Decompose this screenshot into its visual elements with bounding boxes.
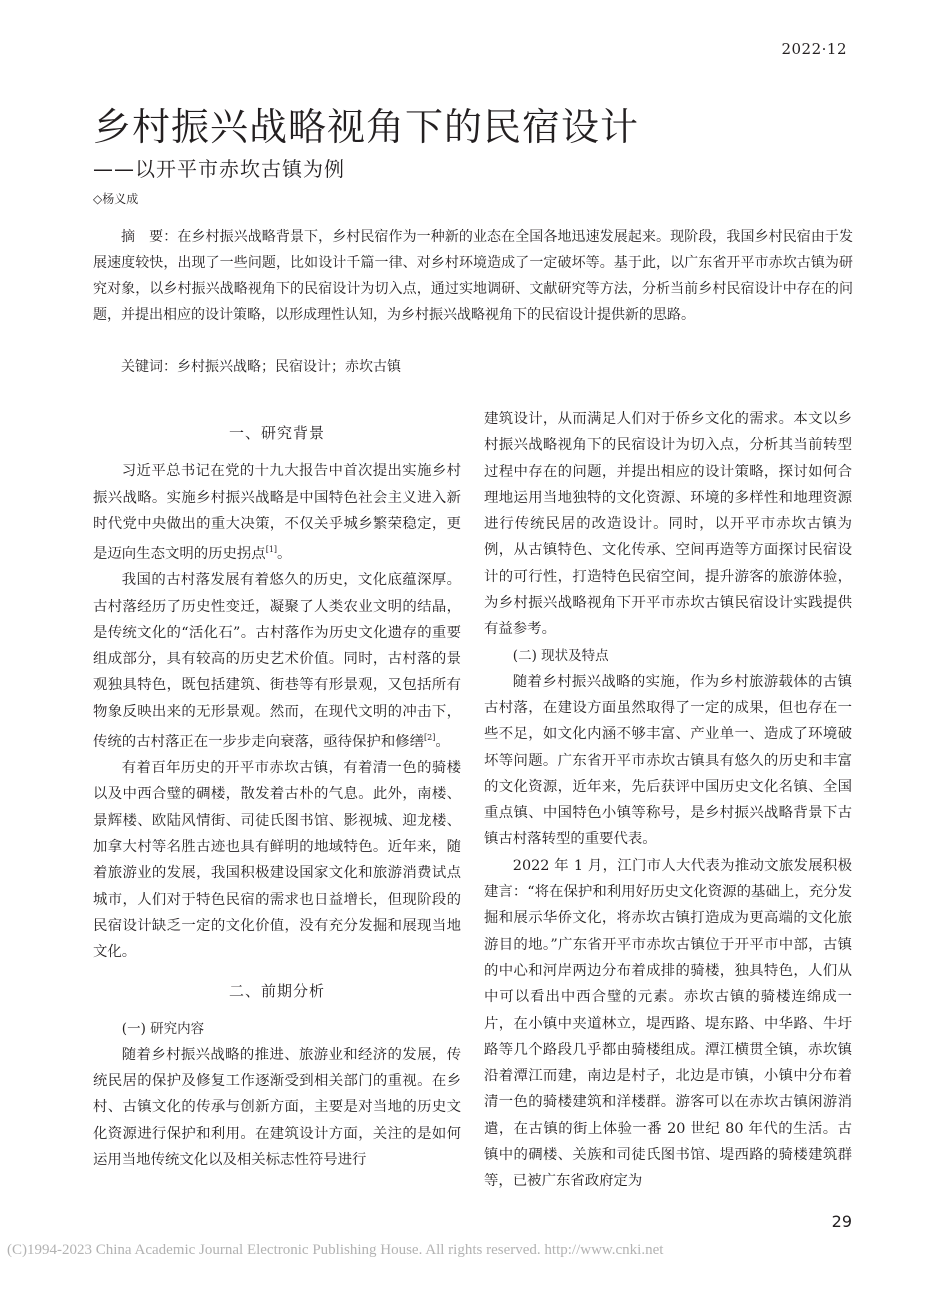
- subsection-heading: (二) 现状及特点: [512, 647, 609, 664]
- paragraph: [93, 458, 461, 567]
- paragraph: 随着乡村振兴战略的推进、旅游业和经济的发展，传统民居的保护及修复工作逐渐受到相关部门的重视。在乡村、古镇文化的传承与创新方面，主要是对当地的历史文化资源进行保护和利用。在建筑设计方面，关注的是如何运用当地传统文化以及相关标志性符号进行: [93, 1046, 461, 1169]
- paragraph: 有着百年历史的开平市赤坎古镇，有着清一色的骑楼以及中西合璧的碉楼，散发着古朴的气息。此外，南楼、景辉楼、欧陆风情街、司徒氏图书馆、影视城、迎龙楼、加拿大村等名胜古迹也具有鲜明的地域特色。近年来，随着旅游业的发展，我国积极建设国家文化和旅游消费试点城市，人们对于特色民宿的需求也日益增长，但现阶段的民宿设计缺乏一定的文化价值，没有充分发掘和展现当地文化。: [93, 760, 461, 961]
- abstract-text: 在乡村振兴战略背景下，乡村民宿作为一种新的业态在全国各地迅速发展起来。现阶段，我国乡村民宿由于发展速度较快，出现了一些问题，比如设计千篇一律、对乡村环境造成了一定破坏等。基于此，以广东省开平市赤坎古镇为研究对象，以乡村振兴战略视角下的民宿设计为切入点，通过实地调研、文献研究等方法，分析当前乡村民宿设计中存在的问题，并提出相应的设计策略，以形成理性认知，为乡村振兴战略视角下的民宿设计提供新的思路。: [93, 229, 854, 323]
- keywords-label: 关键词：: [121, 359, 177, 375]
- page-number: 29: [831, 1212, 852, 1231]
- section-heading-analysis: 二、前期分析: [228, 981, 325, 1000]
- paragraph-end: 。: [435, 733, 450, 750]
- paragraph-text: 习近平总书记在党的十九大报告中首次提出实施乡村振兴战略。实施乡村振兴战略是中国特色社会主义进入新时代党中央做出的重大决策，不仅关乎城乡繁荣稳定，更是迈向生态文明的历史拐点: [93, 463, 461, 562]
- left-column: [93, 406, 461, 1173]
- paragraph: 建筑设计，从而满足人们对于侨乡文化的需求。本文以乡村振兴战略视角下的民宿设计为切入点，分析其当前转型过程中存在的问题，并提出相应的设计策略，探讨如何合理地运用当地独特的文化资源、环境的多样性和地理资源进行传统民居的改造设计。同时，以开平市赤坎古镇为例，从古镇特色、文化传承、空间再造等方面探讨民宿设计的可行性，打造特色民宿空间，提升游客的旅游体验，为乡村振兴战略视角下开平市赤坎古镇民宿设计实践提供有益参考。: [484, 411, 852, 638]
- keywords: [93, 356, 853, 376]
- article-title: 乡村振兴战略视角下的民宿设计: [93, 105, 640, 149]
- subsection-heading: (一) 研究内容: [121, 1020, 205, 1037]
- abstract-label: 摘 要：: [121, 229, 178, 245]
- article-subtitle: ——以开平市赤坎古镇为例: [93, 157, 345, 181]
- citation-ref: [1]: [265, 545, 278, 555]
- section-heading-background: 一、研究背景: [228, 424, 325, 442]
- paragraph-text: 我国的古村落发展有着悠久的历史，文化底蕴深厚。古村落经历了历史性变迁，凝聚了人类农业文明的结晶，是传统文化的“活化石”。古村落作为历史文化遗存的重要组成部分，具有较高的历史艺术价值。同时，古村落的景观独具特色，既包括建筑、街巷等有形景观，又包括所有物象反映出来的无形景观。然而，在现代文明的冲击下，传统的古村落正在一步步走向衰落，亟待保护和修缮: [93, 572, 461, 750]
- paragraph-end: 。: [277, 545, 292, 562]
- right-column: [484, 406, 852, 1195]
- copyright-watermark: (C)1994-2023 China Academic Journal Electronic Publishing House. All rights reserved. http://www.cnki.net: [7, 1242, 664, 1258]
- paragraph: [93, 567, 461, 755]
- issue-number: 2022·12: [781, 40, 847, 58]
- paragraph: 随着乡村振兴战略的实施，作为乡村旅游载体的古镇古村落，在建设方面虽然取得了一定的成果，但也存在一些不足，如文化内涵不够丰富、产业单一、造成了环境破坏等问题。广东省开平市赤坎古镇具有悠久的历史和丰富的文化资源，近年来，先后获评中国历史文化名镇、全国重点镇、中国特色小镇等称号，是乡村振兴战略背景下古镇古村落转型的重要代表。: [484, 673, 852, 848]
- paragraph: 2022 年 1 月，江门市人大代表为推动文旅发展积极建言：“将在保护和利用好历史文化资源的基础上，充分发掘和展示华侨文化，将赤坎古镇打造成为更高端的文化旅游目的地。”广东省开平市赤坎古镇位于开平市中部，古镇的中心和河岸两边分布着成排的骑楼，独具特色，人们从中可以看出中西合璧的元素。赤坎古镇的骑楼连绵成一片，在小镇中夹道林立，堤西路、堤东路、中华路、牛圩路等几个路段几乎都由骑楼组成。潭江横贯全镇，赤坎镇沿着潭江而建，南边是村子，北边是市镇，小镇中分布着清一色的骑楼建筑和洋楼群。游客可以在赤坎古镇闲游消遣，在古镇的街上体验一番 20 世纪 80 年代的生活。古镇中的碉楼、关族和司徒氏图书馆、堤西路的骑楼建筑群等，已被广东省政府定为: [484, 857, 852, 1190]
- keywords-text: 乡村振兴战略；民宿设计；赤坎古镇: [177, 359, 401, 375]
- author: ◇杨义成: [93, 192, 139, 206]
- abstract: [93, 224, 853, 328]
- citation-ref: [2]: [424, 733, 436, 743]
